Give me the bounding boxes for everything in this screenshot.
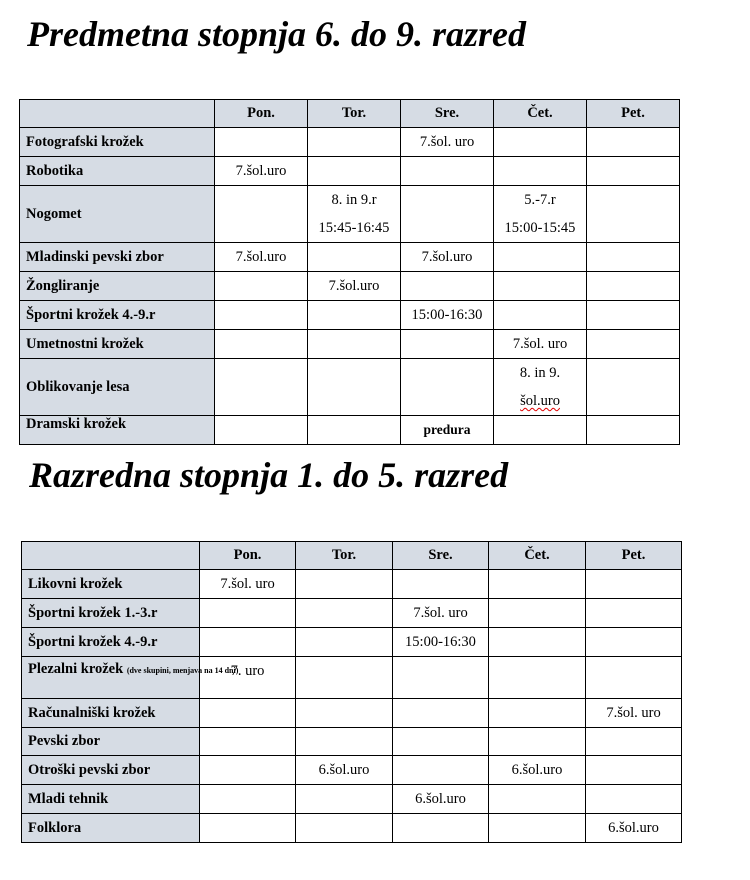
- schedule-cell: predura: [401, 416, 494, 445]
- schedule-cell: [296, 599, 393, 628]
- schedule-cell: 7.šol. uro: [393, 599, 489, 628]
- schedule-cell: [494, 416, 587, 445]
- activity-name: Oblikovanje lesa: [20, 359, 215, 416]
- schedule-cell: 6.šol.uro: [296, 756, 393, 785]
- schedule-cell: [587, 416, 680, 445]
- schedule-cell: [587, 243, 680, 272]
- schedule-cell: 7.šol. uro: [401, 128, 494, 157]
- schedule-cell: [489, 814, 586, 843]
- schedule-cell: [200, 756, 296, 785]
- schedule-cell: [489, 570, 586, 599]
- activity-name: Športni krožek 4.-9.r: [22, 628, 200, 657]
- cell-line: 15:00-15:45: [504, 220, 576, 236]
- schedule-cell: [401, 330, 494, 359]
- schedule-cell: 7.šol.uro: [215, 243, 308, 272]
- schedule-cell: [586, 599, 682, 628]
- activity-name: Računalniški krožek: [22, 699, 200, 728]
- day-header-fri: Pet.: [586, 542, 682, 570]
- cell-line: 5.-7.r: [524, 192, 556, 208]
- schedule-cell: [494, 157, 587, 186]
- schedule-cell: [308, 243, 401, 272]
- activity-name: Športni krožek 4.-9.r: [20, 301, 215, 330]
- schedule-cell: [296, 814, 393, 843]
- day-header-mon: Pon.: [200, 542, 296, 570]
- table-row: [20, 359, 680, 416]
- activity-name: Žongliranje: [20, 272, 215, 301]
- schedule-cell: [296, 628, 393, 657]
- schedule-cell: [296, 785, 393, 814]
- schedule-cell: [587, 186, 680, 243]
- activity-name: Likovni krožek: [22, 570, 200, 599]
- cell-line: 8. in 9.r: [331, 192, 377, 208]
- schedule-cell: [489, 785, 586, 814]
- schedule-cell: [393, 756, 489, 785]
- day-header-fri: Pet.: [587, 100, 680, 128]
- activity-name: Mladi tehnik: [22, 785, 200, 814]
- activity-name: Dramski krožek: [20, 416, 215, 445]
- activity-name: Nogomet: [20, 186, 215, 243]
- schedule-cell: [393, 657, 489, 699]
- table-row: [22, 599, 682, 628]
- activity-name-with-note: [22, 657, 239, 699]
- table-row: [22, 570, 682, 599]
- schedule-cell: [586, 570, 682, 599]
- schedule-cell: [401, 272, 494, 301]
- table-row: [20, 301, 680, 330]
- table-row: [22, 756, 682, 785]
- schedule-cell: [215, 359, 308, 416]
- schedule-cell: 7.šol.uro: [308, 272, 401, 301]
- schedule-cell: [494, 359, 587, 416]
- schedule-cell: 7.šol.uro: [215, 157, 308, 186]
- schedule-cell: [393, 728, 489, 756]
- schedule-cell: [393, 699, 489, 728]
- day-header-thu: Čet.: [494, 100, 587, 128]
- cell-line: 15:45-16:45: [318, 220, 390, 236]
- activity-note: (dve skupini, menjava na 14 dni): [126, 666, 239, 675]
- schedule-cell: [215, 330, 308, 359]
- schedule-cell: [308, 359, 401, 416]
- schedule-cell: [401, 157, 494, 186]
- schedule-cell: [401, 186, 494, 243]
- schedule-cell: [586, 785, 682, 814]
- cell-line: 8. in 9.: [519, 365, 561, 381]
- schedule-cell: 6.šol.uro: [489, 756, 586, 785]
- day-header-tue: Tor.: [296, 542, 393, 570]
- activity-name: Folklora: [22, 814, 200, 843]
- schedule-cell: [587, 330, 680, 359]
- schedule-cell: 7.šol. uro: [586, 699, 682, 728]
- schedule-cell: [494, 272, 587, 301]
- table-row: [20, 243, 680, 272]
- activity-name: Umetnostni krožek: [20, 330, 215, 359]
- header-corner-cell: [22, 542, 200, 570]
- activity-name: Plezalni krožek: [28, 661, 124, 677]
- day-header-wed: Sre.: [393, 542, 489, 570]
- schedule-cell: [401, 359, 494, 416]
- table-row: [20, 416, 680, 445]
- schedule-cell: [587, 301, 680, 330]
- schedule-cell: [215, 416, 308, 445]
- schedule-cell: [308, 128, 401, 157]
- table-row: [20, 157, 680, 186]
- schedule-cell: [489, 628, 586, 657]
- schedule-cell: [215, 186, 308, 243]
- schedule-cell: 15:00-16:30: [393, 628, 489, 657]
- table-row: [20, 128, 680, 157]
- day-header-thu: Čet.: [489, 542, 586, 570]
- schedule-cell: [587, 128, 680, 157]
- day-header-mon: Pon.: [215, 100, 308, 128]
- schedule-cell: [586, 657, 682, 699]
- schedule-cell: [494, 186, 587, 243]
- table-row: [20, 186, 680, 243]
- schedule-cell: [308, 186, 401, 243]
- schedule-cell: [296, 657, 393, 699]
- table-row: [20, 330, 680, 359]
- schedule-cell: [215, 301, 308, 330]
- schedule-cell: [489, 657, 586, 699]
- schedule-cell: 15:00-16:30: [401, 301, 494, 330]
- schedule-cell: [200, 814, 296, 843]
- schedule-cell: [308, 157, 401, 186]
- table-header-row: [20, 100, 680, 128]
- schedule-cell: [200, 628, 296, 657]
- table-row: [22, 814, 682, 843]
- section-2-title: Razredna stopnja 1. do 5. razred: [29, 455, 509, 495]
- schedule-cell: [215, 272, 308, 301]
- schedule-cell: 7.šol. uro: [494, 330, 587, 359]
- schedule-cell: 7.šol. uro: [200, 570, 296, 599]
- schedule-cell: [587, 359, 680, 416]
- schedule-cell: [200, 699, 296, 728]
- schedule-cell: [308, 301, 401, 330]
- schedule-cell: [200, 599, 296, 628]
- activity-name: Športni krožek 1.-3.r: [22, 599, 200, 628]
- table-row: [22, 657, 682, 699]
- table-row: [22, 699, 682, 728]
- schedule-cell: [587, 157, 680, 186]
- schedule-cell: [489, 599, 586, 628]
- schedule-cell: [308, 330, 401, 359]
- header-corner-cell: [20, 100, 215, 128]
- schedule-cell: [494, 243, 587, 272]
- schedule-cell: [393, 814, 489, 843]
- schedule-cell: [296, 570, 393, 599]
- schedule-cell: [586, 728, 682, 756]
- schedule-cell: [215, 128, 308, 157]
- activity-name: Fotografski krožek: [20, 128, 215, 157]
- schedule-table-grades-1-5: [21, 541, 682, 843]
- schedule-cell: 6.šol.uro: [586, 814, 682, 843]
- schedule-cell: [586, 756, 682, 785]
- schedule-cell: [200, 728, 296, 756]
- schedule-cell: 6.šol.uro: [393, 785, 489, 814]
- table-row: [22, 785, 682, 814]
- table-row: [20, 272, 680, 301]
- schedule-table-grades-6-9: [19, 99, 680, 445]
- activity-name: Mladinski pevski zbor: [20, 243, 215, 272]
- schedule-cell: [296, 728, 393, 756]
- section-1-title: Predmetna stopnja 6. do 9. razred: [27, 14, 527, 54]
- day-header-tue: Tor.: [308, 100, 401, 128]
- day-header-wed: Sre.: [401, 100, 494, 128]
- schedule-cell: [586, 628, 682, 657]
- schedule-cell: [200, 785, 296, 814]
- schedule-cell: 7. uro: [200, 657, 296, 699]
- schedule-cell: [393, 570, 489, 599]
- schedule-cell: [489, 699, 586, 728]
- schedule-cell: [489, 728, 586, 756]
- table-header-row: [22, 542, 682, 570]
- table-row: [22, 728, 682, 756]
- activity-name: Pevski zbor: [22, 728, 200, 756]
- schedule-cell: [587, 272, 680, 301]
- spellcheck-underline: šol.uro: [520, 393, 560, 409]
- cell-line: [494, 387, 586, 415]
- activity-name: Otroški pevski zbor: [22, 756, 200, 785]
- schedule-cell: [308, 416, 401, 445]
- activity-name: Robotika: [20, 157, 215, 186]
- table-row: [22, 628, 682, 657]
- schedule-cell: [494, 301, 587, 330]
- schedule-cell: [296, 699, 393, 728]
- schedule-cell: [494, 128, 587, 157]
- schedule-cell: 7.šol.uro: [401, 243, 494, 272]
